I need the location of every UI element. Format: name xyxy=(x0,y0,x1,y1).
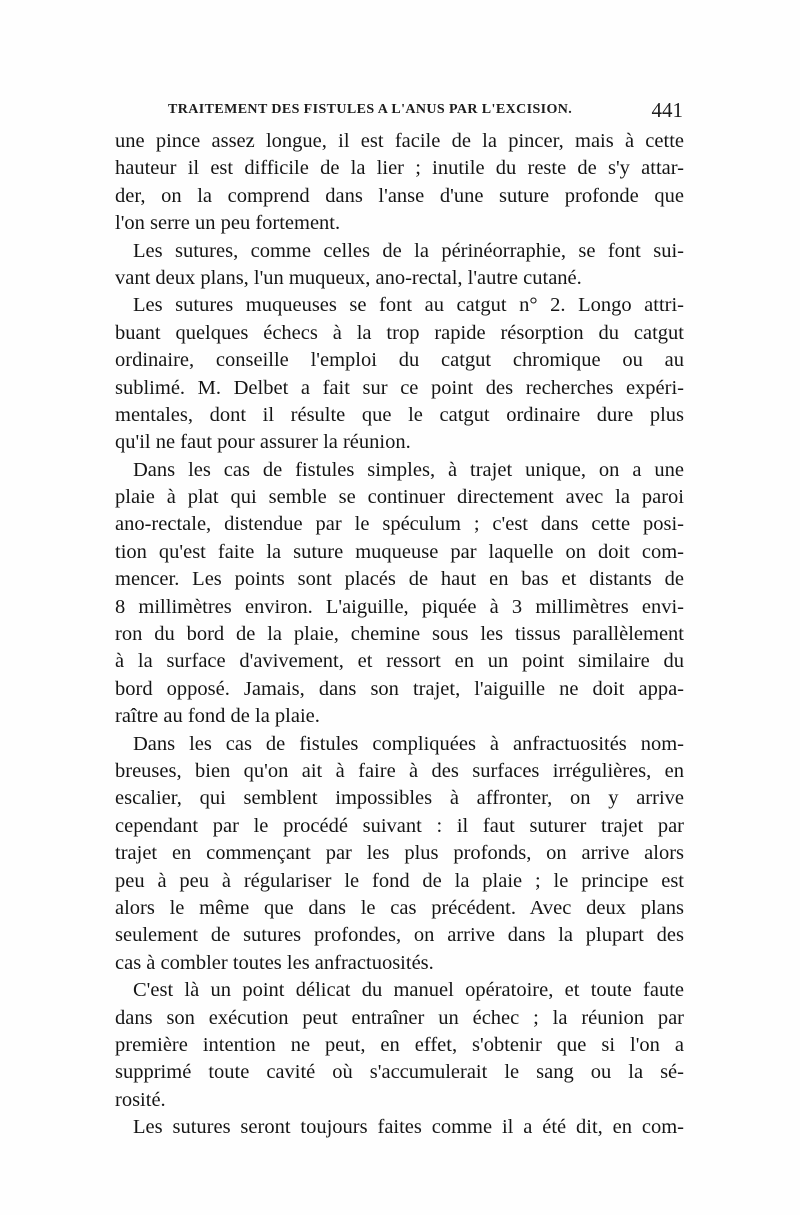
body-text xyxy=(115,128,684,1141)
text-line: C'est là un point délicat du manuel opératoire, et toute faute xyxy=(133,979,684,1002)
text-line: mencer. Les points sont placés de haut en bas et distants de xyxy=(115,568,684,591)
text-line: Dans les cas de fistules simples, à trajet unique, on a une xyxy=(133,458,684,481)
text-line: une pince assez longue, il est facile de la pincer, mais à cette xyxy=(115,130,684,152)
paragraph xyxy=(115,1114,684,1141)
text-line: vant deux plans, l'un muqueux, ano-rectal, l'autre cutané. xyxy=(115,266,582,289)
text-line: Les sutures muqueuses se font au catgut n° 2. Longo attri- xyxy=(133,294,684,317)
text-line: tion qu'est faite la suture muqueuse par laquelle on doit com- xyxy=(115,540,684,563)
paragraph xyxy=(115,731,684,978)
paragraph xyxy=(115,292,684,456)
text-line: plaie à plat qui semble se continuer directement avec la paroi xyxy=(115,486,684,509)
text-line: mentales, dont il résulte que le catgut ordinaire dure plus xyxy=(115,403,684,426)
text-line: dans son exécution peut entraîner un échec ; la réunion par xyxy=(115,1006,684,1029)
text-line: cependant par le procédé suivant : il faut suturer trajet par xyxy=(115,814,684,837)
text-line: première intention ne peut, en effet, s'obtenir que si l'on a xyxy=(115,1033,684,1056)
text-line: rosité. xyxy=(115,1088,166,1111)
text-line: ron du bord de la plaie, chemine sous les tissus parallèlement xyxy=(115,623,684,646)
text-line: qu'il ne faut pour assurer la réunion. xyxy=(115,431,411,454)
paragraph xyxy=(115,977,684,1114)
text-line: Les sutures seront toujours faites comme il a été dit, en com- xyxy=(133,1116,684,1139)
text-line: ordinaire, conseille l'emploi du catgut chromique ou au xyxy=(115,349,684,372)
text-line: buant quelques échecs à la trop rapide résorption du catgut xyxy=(115,321,684,344)
page-number: 441 xyxy=(651,98,683,122)
text-line: l'on serre un peu fortement. xyxy=(115,212,341,235)
text-line: raître au fond de la plaie. xyxy=(115,705,320,728)
paragraph xyxy=(115,128,684,238)
paragraph xyxy=(115,457,684,731)
running-title: TRAITEMENT DES FISTULES A L'ANUS PAR L'EXCISION. xyxy=(168,102,573,117)
text-line: hauteur il est difficile de la lier ; inutile du reste de s'y attar- xyxy=(115,157,684,180)
text-line: bord opposé. Jamais, dans son trajet, l'aiguille ne doit appa- xyxy=(115,677,684,700)
text-line: cas à combler toutes les anfractuosités. xyxy=(115,951,434,974)
text-line: der, on la comprend dans l'anse d'une suture profonde que xyxy=(115,184,684,207)
text-line: peu à peu à régulariser le fond de la plaie ; le principe est xyxy=(115,869,684,892)
text-line: breuses, bien qu'on ait à faire à des surfaces irrégulières, en xyxy=(115,759,684,782)
text-line: à la surface d'avivement, et ressort en un point similaire du xyxy=(115,650,684,673)
text-line: supprimé toute cavité où s'accumulerait le sang ou la sé- xyxy=(115,1061,684,1084)
text-line: escalier, qui semblent impossibles à affronter, on y arrive xyxy=(115,787,684,810)
text-line: ano-rectale, distendue par le spéculum ; c'est dans cette posi- xyxy=(115,513,684,536)
text-line: alors le même que dans le cas précédent. Avec deux plans xyxy=(115,896,684,919)
text-line: Les sutures, comme celles de la périnéorraphie, se font sui- xyxy=(133,239,684,262)
paragraph xyxy=(115,238,684,293)
text-line: seulement de sutures profondes, on arrive dans la plupart des xyxy=(115,924,684,947)
text-line: Dans les cas de fistules compliquées à anfractuosités nom- xyxy=(133,732,684,755)
text-line: 8 millimètres environ. L'aiguille, piquée à 3 millimètres envi- xyxy=(115,595,684,618)
text-line: sublimé. M. Delbet a fait sur ce point des recherches expéri- xyxy=(115,376,684,399)
page-header xyxy=(168,98,683,122)
text-line: trajet en commençant par les plus profonds, on arrive alors xyxy=(115,842,684,865)
